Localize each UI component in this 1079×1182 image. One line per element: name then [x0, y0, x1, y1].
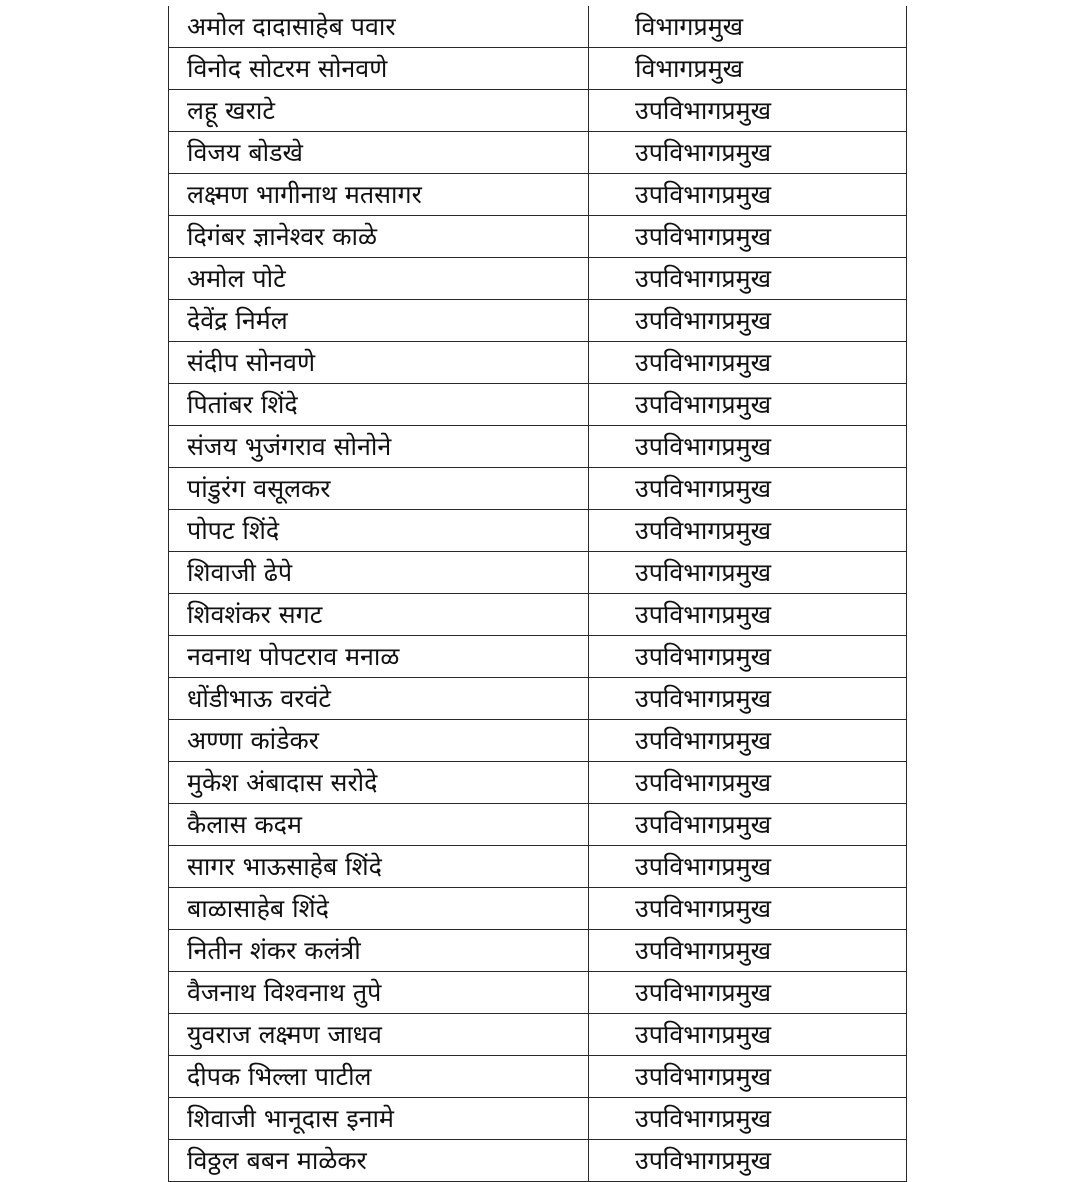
member-role: उपविभागप्रमुख: [589, 552, 907, 594]
member-name: अण्णा कांडेकर: [169, 720, 589, 762]
member-name: शिवाजी भानूदास इनामे: [169, 1098, 589, 1140]
table-row: [169, 384, 907, 426]
member-name: विजय बोडखे: [169, 132, 589, 174]
table-row: [169, 1056, 907, 1098]
member-name: देवेंद्र निर्मल: [169, 300, 589, 342]
roster-body: [169, 6, 907, 1182]
table-row: [169, 636, 907, 678]
member-name: लक्ष्मण भागीनाथ मतसागर: [169, 174, 589, 216]
member-name: मुकेश अंबादास सरोदे: [169, 762, 589, 804]
member-name: संजय भुजंगराव सोनोने: [169, 426, 589, 468]
table-row: [169, 888, 907, 930]
member-name: संदीप सोनवणे: [169, 342, 589, 384]
member-role: उपविभागप्रमुख: [589, 594, 907, 636]
table-row: [169, 552, 907, 594]
member-name: सागर भाऊसाहेब शिंदे: [169, 846, 589, 888]
member-role: उपविभागप्रमुख: [589, 678, 907, 720]
table-row: [169, 720, 907, 762]
member-role: उपविभागप्रमुख: [589, 132, 907, 174]
member-name: विनोद सोटरम सोनवणे: [169, 48, 589, 90]
member-role: उपविभागप्रमुख: [589, 216, 907, 258]
member-name: विठ्ठल बबन माळेकर: [169, 1140, 589, 1182]
member-name: पांडुरंग वसूलकर: [169, 468, 589, 510]
table-row: [169, 174, 907, 216]
table-row: [169, 1140, 907, 1182]
member-role: उपविभागप्रमुख: [589, 1056, 907, 1098]
member-name: दिगंबर ज्ञानेश्वर काळे: [169, 216, 589, 258]
roster-table: [168, 6, 907, 1182]
member-role: उपविभागप्रमुख: [589, 972, 907, 1014]
member-role: उपविभागप्रमुख: [589, 636, 907, 678]
member-role: उपविभागप्रमुख: [589, 468, 907, 510]
member-name: अमोल पोटे: [169, 258, 589, 300]
member-name: शिवशंकर सगट: [169, 594, 589, 636]
table-row: [169, 930, 907, 972]
table-row: [169, 762, 907, 804]
table-row: [169, 846, 907, 888]
table-row: [169, 90, 907, 132]
member-name: पितांबर शिंदे: [169, 384, 589, 426]
table-row: [169, 594, 907, 636]
table-row: [169, 804, 907, 846]
member-role: विभागप्रमुख: [589, 48, 907, 90]
member-role: उपविभागप्रमुख: [589, 1140, 907, 1182]
table-row: [169, 972, 907, 1014]
member-role: उपविभागप्रमुख: [589, 258, 907, 300]
member-name: युवराज लक्ष्मण जाधव: [169, 1014, 589, 1056]
member-name: धोंडीभाऊ वरवंटे: [169, 678, 589, 720]
member-role: उपविभागप्रमुख: [589, 1098, 907, 1140]
member-name: दीपक भिल्ला पाटील: [169, 1056, 589, 1098]
member-name: कैलास कदम: [169, 804, 589, 846]
table-row: [169, 6, 907, 48]
table-row: [169, 426, 907, 468]
member-name: शिवाजी ढेपे: [169, 552, 589, 594]
table-row: [169, 258, 907, 300]
table-row: [169, 216, 907, 258]
member-role: उपविभागप्रमुख: [589, 426, 907, 468]
member-name: पोपट शिंदे: [169, 510, 589, 552]
member-role: उपविभागप्रमुख: [589, 846, 907, 888]
member-role: उपविभागप्रमुख: [589, 762, 907, 804]
member-role: उपविभागप्रमुख: [589, 342, 907, 384]
member-name: लहू खराटे: [169, 90, 589, 132]
table-row: [169, 300, 907, 342]
table-row: [169, 510, 907, 552]
table-row: [169, 1014, 907, 1056]
table-row: [169, 468, 907, 510]
member-name: नवनाथ पोपटराव मनाळ: [169, 636, 589, 678]
member-role: उपविभागप्रमुख: [589, 300, 907, 342]
member-role: उपविभागप्रमुख: [589, 90, 907, 132]
member-role: उपविभागप्रमुख: [589, 720, 907, 762]
table-row: [169, 342, 907, 384]
member-role: उपविभागप्रमुख: [589, 1014, 907, 1056]
member-role: उपविभागप्रमुख: [589, 888, 907, 930]
member-role: उपविभागप्रमुख: [589, 174, 907, 216]
table-row: [169, 678, 907, 720]
member-name: बाळासाहेब शिंदे: [169, 888, 589, 930]
member-name: वैजनाथ विश्वनाथ तुपे: [169, 972, 589, 1014]
member-name: अमोल दादासाहेब पवार: [169, 6, 589, 48]
member-role: उपविभागप्रमुख: [589, 384, 907, 426]
member-role: उपविभागप्रमुख: [589, 804, 907, 846]
member-role: विभागप्रमुख: [589, 6, 907, 48]
member-role: उपविभागप्रमुख: [589, 510, 907, 552]
member-role: उपविभागप्रमुख: [589, 930, 907, 972]
table-row: [169, 48, 907, 90]
table-row: [169, 1098, 907, 1140]
table-row: [169, 132, 907, 174]
member-name: नितीन शंकर कलंत्री: [169, 930, 589, 972]
